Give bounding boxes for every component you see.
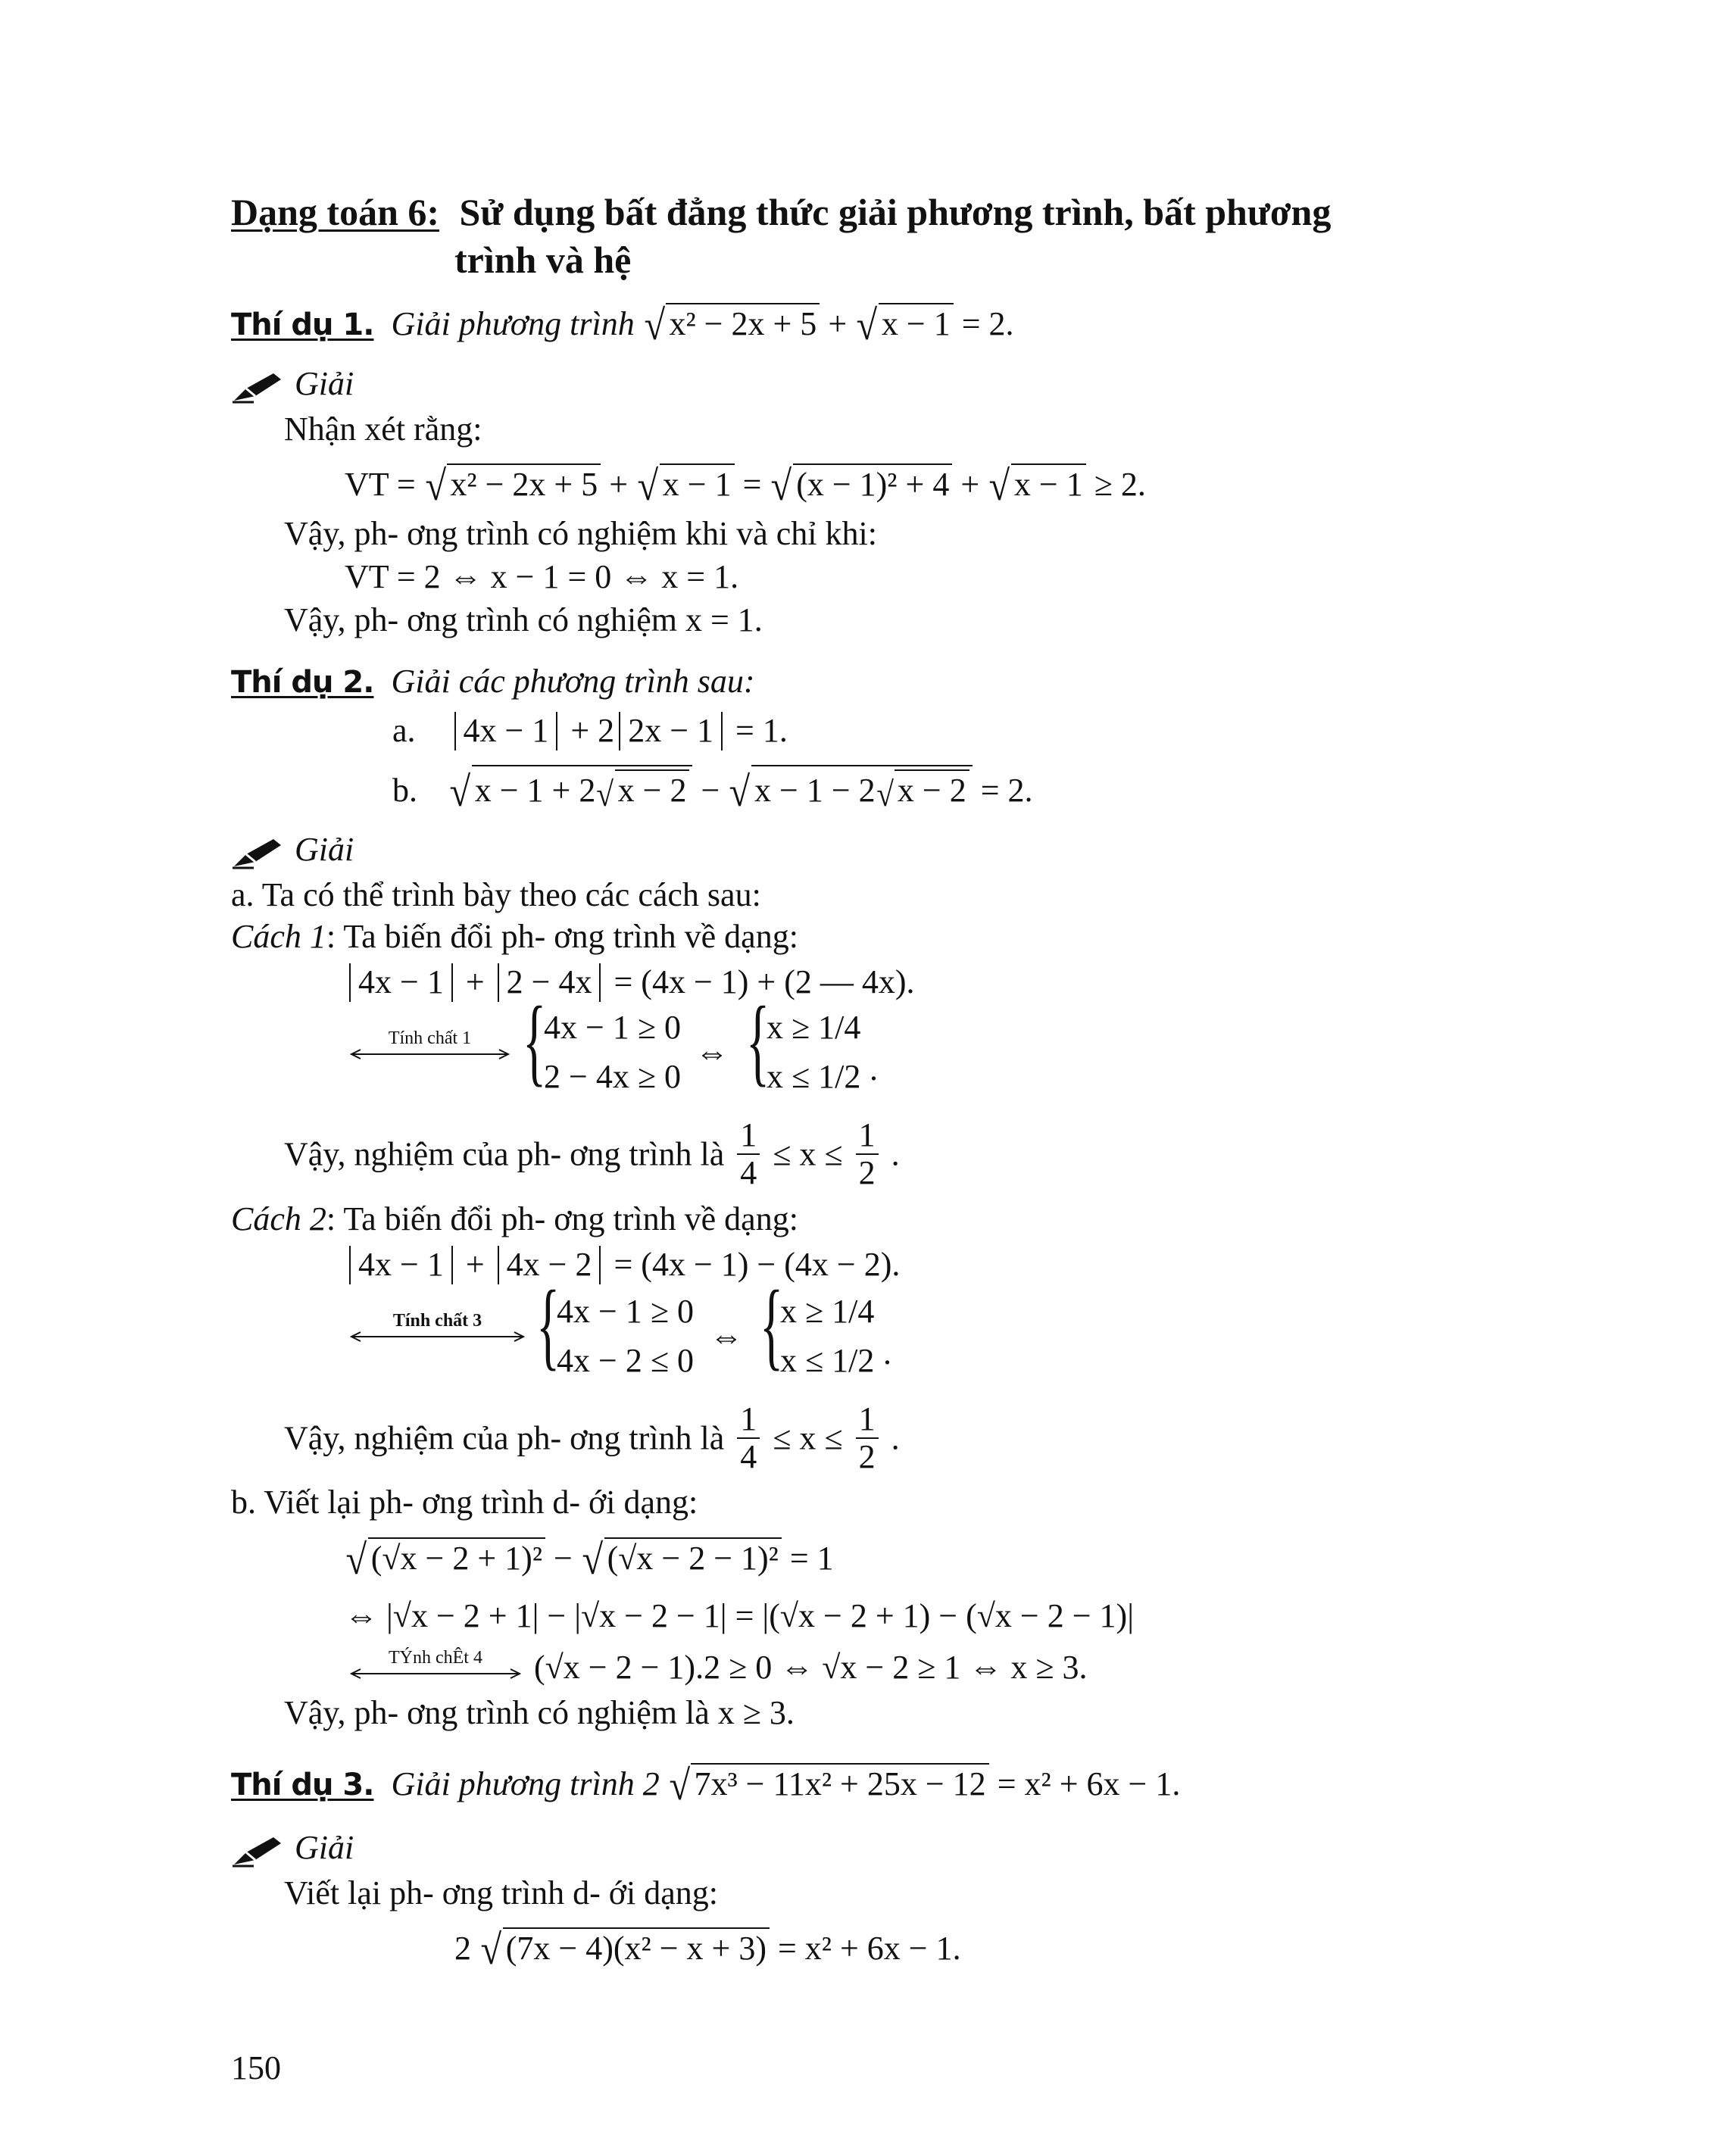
ex1-line4: VT = 2 ⇔ x − 1 = 0 ⇔ x = 1. xyxy=(345,558,739,595)
ex2-part-a: a. 4x − 1 + 2 2x − 1 = 1. xyxy=(392,712,788,749)
ex2-cach2-intro: Cách 2: Ta biến đổi ph- ơng trình về dạng: xyxy=(231,1200,798,1237)
cach1-equiv-arrow: Tính chất 1 xyxy=(348,1031,511,1062)
ex2-part-b: b. √ x − 1 + 2√ x − 2 − √ x − 1 − 2√ x − 2 = 2. xyxy=(392,765,1033,813)
left-brace-icon: { xyxy=(536,1271,560,1380)
cach2-conclusion: Vậy, nghiệm của ph- ơng trình là $\frac{1}{4}$ ≤ x ≤ $\frac{1}{2}$ . xyxy=(284,1400,900,1476)
cach1-system2-row1: x ≥ 1/4 xyxy=(767,1009,861,1046)
cach2-system2-row1: x ≥ 1/4 xyxy=(780,1293,875,1330)
ex1-vt-equation: VT = √ x² − 2x + 5 + √ x − 1 = √ (x − 1)² + 4 + √ x − 1 ≥ 2. xyxy=(345,463,1146,510)
cach1-conclusion: Vậy, nghiệm của ph- ơng trình là $\frac{1}{4}$ ≤ x ≤ $\frac{1}{2}$ . xyxy=(284,1116,900,1192)
ex2-cach2-equation: 4x − 1 + 4x − 2 = (4x − 1) − (4x − 2). xyxy=(345,1246,900,1284)
ex2-a-intro: a. Ta có thể trình bày theo các cách sau: xyxy=(231,876,761,913)
section-label: Dạng toán 6: xyxy=(231,191,440,233)
period: . xyxy=(883,1334,891,1372)
left-brace-icon: { xyxy=(523,987,547,1096)
ex2-b-eq1: √ (√x − 2 + 1)² − √ (√x − 2 − 1)² = 1 xyxy=(345,1537,834,1584)
ex2-statement xyxy=(231,665,755,698)
pen-writing-icon xyxy=(231,1834,284,1868)
cach2-equiv-arrow: Tính chất 3 xyxy=(348,1314,526,1344)
ex2-cach1-equation: 4x − 1 + 2 − 4x = (4x − 1) + (2 — 4x). xyxy=(345,963,915,1002)
pen-writing-icon xyxy=(231,836,284,869)
section-title-line2: trình và hệ xyxy=(454,239,632,281)
ex1-line5: Vậy, ph- ơng trình có nghiệm x = 1. xyxy=(284,601,763,638)
ex2-label: Thí dụ 2. xyxy=(231,665,374,700)
ex2-b-eq3: (√x − 2 − 1).2 ≥ 0 ⇔ √x − 2 ≥ 1 ⇔ x ≥ 3. xyxy=(534,1649,1088,1686)
left-brace-icon: { xyxy=(760,1271,784,1380)
ex3-equation: 2 √ (7x − 4)(x² − x + 3) = x² + 6x − 1. xyxy=(454,1927,961,1974)
period: . xyxy=(870,1050,878,1088)
cach2-system1-row1: 4x − 1 ≥ 0 xyxy=(557,1293,694,1330)
ex1-statement: Thí dụ 1. Giải phương trình √ x² − 2x + 5 + √ x − 1 = 2. xyxy=(231,302,1014,349)
cach1-system1-row2: 2 − 4x ≥ 0 xyxy=(544,1058,681,1095)
ex2-cach1-intro: Cách 1: Ta biến đổi ph- ơng trình về dạng: xyxy=(231,918,798,955)
page-number: 150 xyxy=(231,2049,281,2086)
ex2-prompt: Giải các phương trình sau: xyxy=(391,663,755,700)
cach1-system1-row1: 4x − 1 ≥ 0 xyxy=(544,1009,681,1046)
ex1-radical-2: √ x − 1 xyxy=(855,303,954,347)
left-brace-icon: { xyxy=(746,987,770,1096)
equiv-symbol: ⇔ xyxy=(695,1034,729,1071)
ex1-solve-heading: Giải xyxy=(231,367,354,404)
cach1-system2-row2: x ≤ 1/2 xyxy=(767,1058,861,1095)
ex2-b-intro: b. Viết lại ph- ơng trình d- ới dạng: xyxy=(231,1484,698,1521)
pen-writing-icon xyxy=(231,370,284,404)
ex3-label: Thí dụ 3. xyxy=(231,1768,374,1802)
ex1-radical-1: √ x² − 2x + 5 xyxy=(643,303,820,347)
ex1-line3: Vậy, ph- ơng trình có nghiệm khi và chỉ khi: xyxy=(284,515,877,552)
ex1-rhs: = 2. xyxy=(961,305,1014,342)
equiv-symbol: ⇔ xyxy=(710,1318,743,1355)
section-heading xyxy=(231,193,1331,231)
ex2-b-conclusion: Vậy, ph- ơng trình có nghiệm là x ≥ 3. xyxy=(284,1694,795,1731)
ex2-b-eq2: ⇔ |√x − 2 + 1| − |√x − 2 − 1| = |(√x − 2 + 1) − (√x − 2 − 1)| xyxy=(345,1597,1135,1634)
ex1-line1: Nhận xét rằng: xyxy=(284,410,482,448)
ex3-statement: Thí dụ 3. Giải phương trình 2 √ 7x³ − 11x² + 25x − 12 = x² + 6x − 1. xyxy=(231,1762,1181,1809)
ex2-solve-heading: Giải xyxy=(231,833,354,869)
ex3-solve-heading: Giải xyxy=(231,1831,354,1868)
cach2-system2-row2: x ≤ 1/2 xyxy=(780,1342,875,1379)
cach2-system1-row2: 4x − 2 ≤ 0 xyxy=(557,1342,694,1379)
ex3-line1: Viết lại ph- ơng trình d- ới dạng: xyxy=(284,1874,719,1911)
b-equiv-arrow: TÝnh chÊt 4 xyxy=(348,1651,523,1681)
section-title-line1: Sử dụng bất đẳng thức giải phương trình, bất phương xyxy=(459,191,1332,233)
ex1-label: Thí dụ 1. xyxy=(231,307,374,342)
ex1-prompt: Giải phương trình xyxy=(391,305,635,342)
